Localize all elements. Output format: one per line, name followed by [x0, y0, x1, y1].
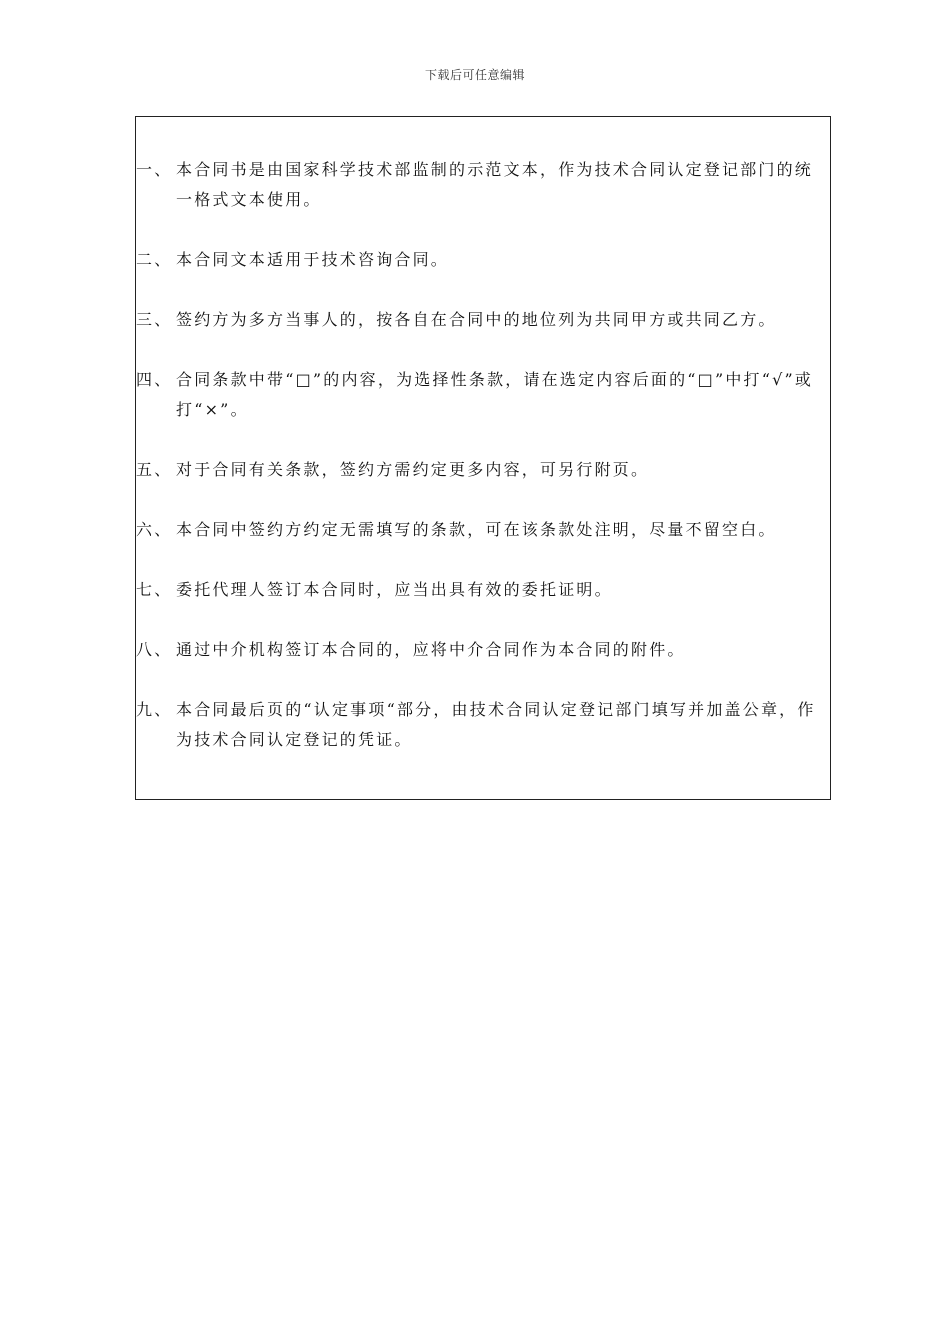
notes-box: [135, 116, 831, 800]
note-item-1: [136, 155, 830, 215]
note-item-7: [136, 575, 830, 605]
note-text: 本合同文本适用于技术咨询合同。: [176, 250, 450, 269]
note-text: 本合同最后页的“认定事项“部分，由技术合同认定登记部门填写并加盖公章，作为技术合同认定登记的凭证。: [176, 700, 816, 749]
note-number: 八、: [136, 640, 173, 659]
note-number: 六、: [136, 520, 173, 539]
note-number: 五、: [136, 460, 173, 479]
note-item-2: [136, 245, 830, 275]
note-item-9: [136, 695, 830, 755]
note-item-4: [136, 365, 830, 425]
note-text: 本合同中签约方约定无需填写的条款，可在该条款处注明，尽量不留空白。: [176, 520, 777, 539]
note-number: 三、: [136, 310, 173, 329]
note-number: 二、: [136, 250, 173, 269]
note-text: 通过中介机构签订本合同的，应将中介合同作为本合同的附件。: [176, 640, 686, 659]
note-item-5: [136, 455, 830, 485]
note-item-6: [136, 515, 830, 545]
note-text: 对于合同有关条款，签约方需约定更多内容，可另行附页。: [176, 460, 650, 479]
note-number: 一、: [136, 160, 173, 179]
note-text: 签约方为多方当事人的，按各自在合同中的地位列为共同甲方或共同乙方。: [176, 310, 777, 329]
note-number: 七、: [136, 580, 173, 599]
note-number: 九、: [136, 700, 173, 719]
note-text: 合同条款中带“□”的内容，为选择性条款，请在选定内容后面的“□”中打“√”或打“×”。: [176, 370, 814, 419]
header-note: 下载后可任意编辑: [424, 68, 525, 82]
note-text: 本合同书是由国家科学技术部监制的示范文本，作为技术合同认定登记部门的统一格式文本使用。: [176, 160, 814, 209]
note-text: 委托代理人签订本合同时，应当出具有效的委托证明。: [176, 580, 613, 599]
note-number: 四、: [136, 370, 173, 389]
note-item-3: [136, 305, 830, 335]
note-item-8: [136, 635, 830, 665]
